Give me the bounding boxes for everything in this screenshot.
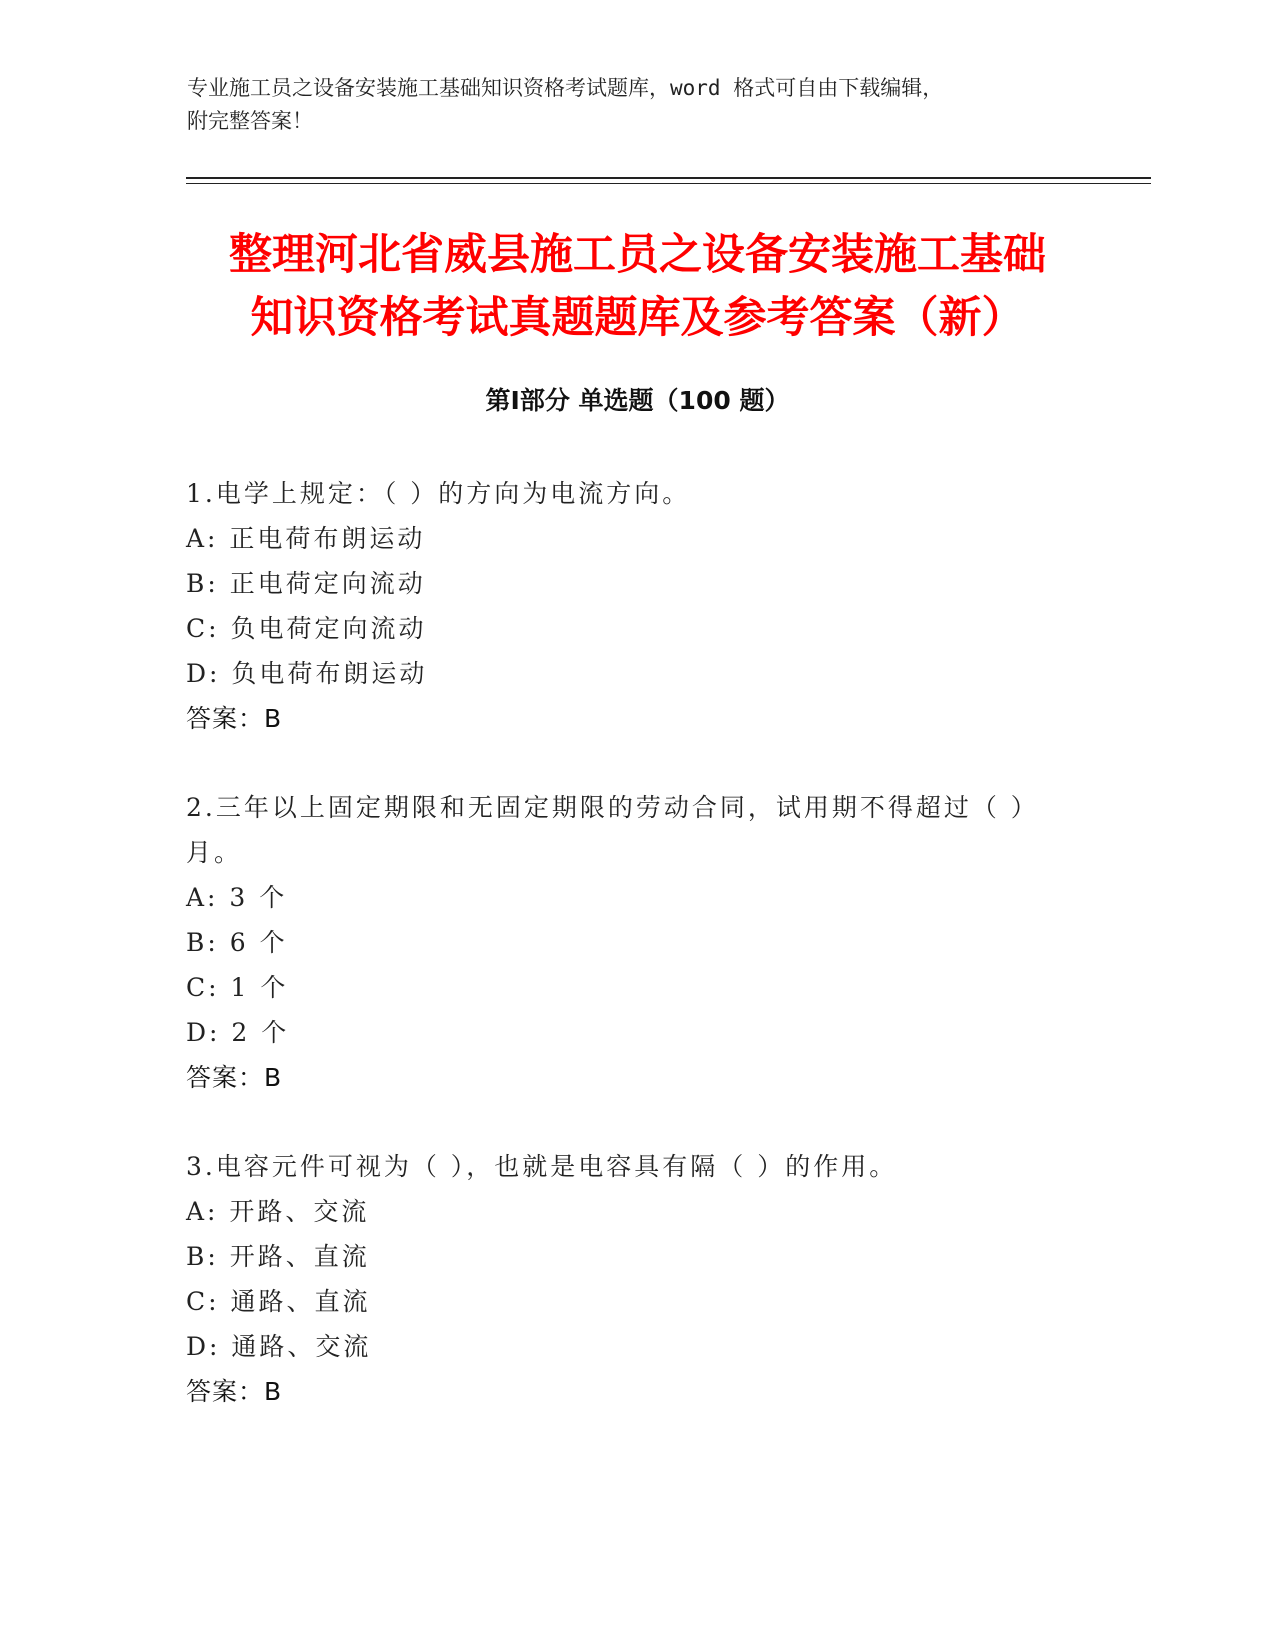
section-title: 第Ⅰ部分 单选题（100 题） (485, 386, 790, 415)
document-title-line-1: 整理河北省威县施工员之设备安装施工基础 (229, 230, 1046, 280)
question-2-option-b: B: 6 个 (186, 928, 288, 957)
question-1-answer: 答案：B (186, 704, 283, 733)
question-3-option-b: B: 开路、直流 (186, 1242, 370, 1271)
question-1-option-a: A: 正电荷布朗运动 (186, 524, 426, 553)
question-1 (186, 471, 1086, 741)
question-3 (186, 1144, 1086, 1414)
header-rule-thick (186, 177, 1151, 179)
question-2-option-d: D: 2 个 (186, 1018, 290, 1047)
question-2 (186, 785, 1086, 1100)
question-2-stem-line-2: 月。 (186, 838, 243, 867)
header-note (187, 72, 1087, 138)
question-1-option-d: D: 负电荷布朗运动 (186, 659, 428, 688)
document-title (150, 224, 1125, 350)
header-note-line-2: 附完整答案！ (187, 109, 313, 133)
question-2-option-c: C: 1 个 (186, 973, 289, 1002)
question-3-option-d: D: 通路、交流 (186, 1332, 372, 1361)
question-1-stem: 1.电学上规定：（ ）的方向为电流方向。 (186, 479, 691, 508)
question-2-answer: 答案：B (186, 1063, 283, 1092)
header-rule-thin (186, 183, 1151, 184)
question-2-option-a: A: 3 个 (186, 883, 288, 912)
question-3-option-a: A: 开路、交流 (186, 1197, 370, 1226)
question-1-option-b: B: 正电荷定向流动 (186, 569, 426, 598)
document-title-line-2: 知识资格考试真题题库及参考答案（新） (250, 293, 1025, 343)
question-3-option-c: C: 通路、直流 (186, 1287, 371, 1316)
question-3-answer: 答案：B (186, 1377, 283, 1406)
question-2-stem-line-1: 2.三年以上固定期限和无固定期限的劳动合同，试用期不得超过（ ） (186, 793, 1039, 822)
header-note-line-1: 专业施工员之设备安装施工基础知识资格考试题库，word 格式可自由下载编辑， (187, 76, 944, 100)
question-1-option-c: C: 负电荷定向流动 (186, 614, 427, 643)
question-3-stem: 3.电容元件可视为（ ），也就是电容具有隔（ ）的作用。 (186, 1152, 898, 1181)
